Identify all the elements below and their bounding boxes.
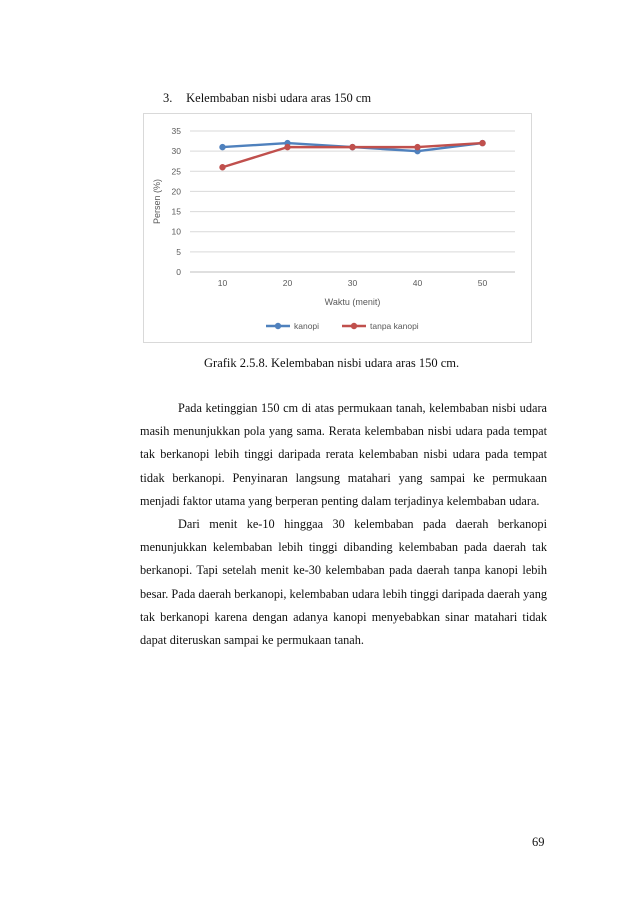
x-tick-label: 10 xyxy=(217,278,228,288)
y-axis-title: Persen (%) xyxy=(152,178,162,225)
section-number: 3. xyxy=(163,91,173,105)
series-2-point xyxy=(479,140,485,146)
legend-label-2: tanpa kanopi xyxy=(370,321,419,331)
series-2-point xyxy=(219,164,225,170)
body-text xyxy=(140,397,547,652)
page-number: 69 xyxy=(532,835,545,849)
x-tick-label: 20 xyxy=(282,278,293,288)
x-tick-label: 30 xyxy=(347,278,358,288)
y-tick-label: 35 xyxy=(171,126,181,136)
y-tick-label: 30 xyxy=(171,146,181,157)
section-title: Kelembaban nisbi udara aras 150 cm xyxy=(186,91,372,105)
y-tick-label: 5 xyxy=(176,246,181,257)
chart-svg xyxy=(144,114,531,342)
legend-label-1: kanopi xyxy=(294,321,320,331)
y-tick-label: 20 xyxy=(171,186,181,197)
x-tick-label: 50 xyxy=(477,278,488,288)
section-heading xyxy=(163,91,371,106)
y-tick-label: 10 xyxy=(171,226,181,237)
line-chart xyxy=(143,113,532,343)
x-axis-title: Waktu (menit) xyxy=(324,297,381,307)
x-tick-label: 40 xyxy=(412,278,423,288)
legend-marker-1 xyxy=(275,323,281,329)
figure-caption: Grafik 2.5.8. Kelembaban nisbi udara aras 150 cm. xyxy=(204,356,460,370)
series-2-point xyxy=(284,144,290,150)
paragraph-1: Pada ketinggian 150 cm di atas permukaan tanah, kelembaban nisbi udara masih menunjukkan pola yang sama. Rerata kelembaban nisbi udara pada tempat tak berkanopi lebih tinggi daripada rerata kelembaban nisbi udara pada tempat tidak berkanopi. Penyinaran langsung matahari yang sampai ke permukaan menjadi faktor utama yang berperan penting dalam terjadinya kelembaban udara. xyxy=(140,401,547,508)
legend-marker-2 xyxy=(351,323,357,329)
paragraph-2: Dari menit ke-10 hinggaa 30 kelembaban pada daerah berkanopi menunjukkan kelembaban lebih tinggi dibanding kelembaban pada daerah tak berkanopi. Tapi setelah menit ke-30 kelembaban pada daerah tanpa kanopi lebih besar. Pada daerah berkanopi, kelembaban udara lebih tinggi daripada daerah yang tak berkanopi karena dengan adanya kanopi menyebabkan sinar matahari tidak dapat diteruskan sampai ke permukaan tanah. xyxy=(140,517,547,648)
series-2-point xyxy=(414,144,420,150)
series-1-point xyxy=(219,144,225,150)
y-tick-label: 15 xyxy=(171,206,181,217)
series-2-point xyxy=(349,144,355,150)
y-tick-label: 0 xyxy=(176,267,181,277)
y-tick-label: 25 xyxy=(171,166,181,177)
